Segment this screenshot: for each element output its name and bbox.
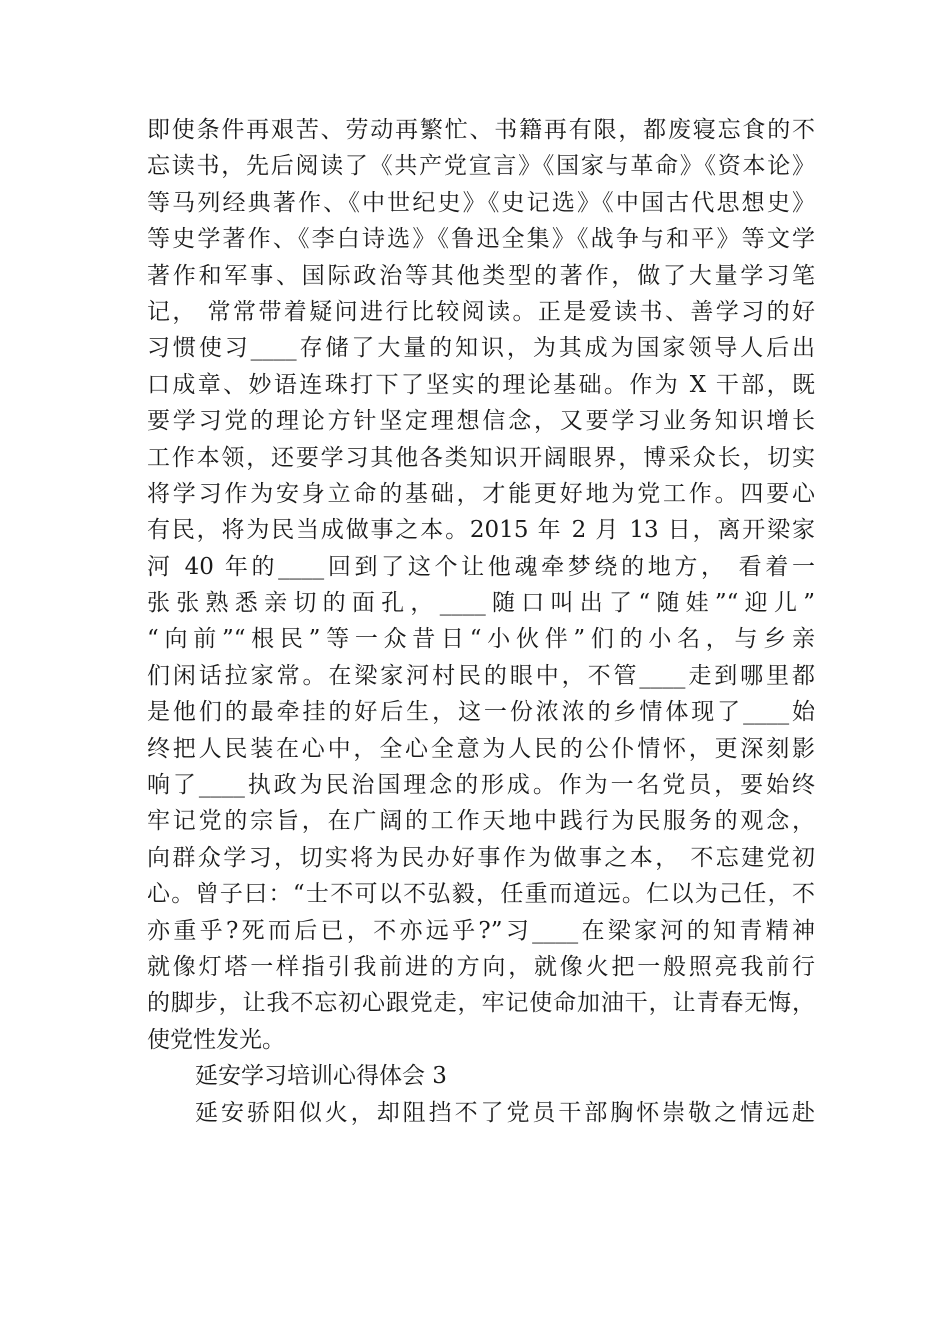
body-line: 习惯使习____存储了大量的知识，为其成为国家领导人后出 [147, 335, 815, 362]
body-line: 终把人民装在心中，全心全意为人民的公仆情怀，更深刻影 [147, 735, 815, 762]
body-line: 有民，将为民当成做事之本。2015 年 2 月 13 日，离开梁家 [147, 517, 815, 544]
body-line: 牢记党的宗旨，在广阔的工作天地中践行为民服务的观念， [147, 808, 815, 835]
body-line: 的脚步，让我不忘初心跟党走，牢记使命加油干，让青春无悔， [147, 990, 815, 1017]
body-line: 记， 常常带着疑问进行比较阅读。正是爱读书、善学习的好 [147, 298, 815, 325]
section-heading: 延安学习培训心得体会 3 [195, 1063, 447, 1090]
body-line: 是他们的最牵挂的好后生，这一份浓浓的乡情体现了____始 [147, 699, 815, 726]
body-line: 们闲话拉家常。在梁家河村民的眼中，不管____走到哪里都 [147, 662, 815, 689]
body-line: 张张熟悉亲切的面孔，____随口叫出了“随娃”“迎儿” [147, 590, 815, 617]
body-line: 就像灯塔一样指引我前进的方向，就像火把一般照亮我前行 [147, 953, 815, 980]
body-line: 著作和军事、国际政治等其他类型的著作，做了大量学习笔 [147, 262, 815, 289]
document-body [147, 112, 815, 1131]
body-line: 忘读书，先后阅读了《共产党宣言》《国家与革命》《资本论》 [147, 153, 815, 180]
body-line: 亦重乎?死而后已，不亦远乎?”习____在梁家河的知青精神 [147, 917, 815, 944]
body-line: 心。曾子曰：“士不可以不弘毅，任重而道远。仁以为己任，不 [147, 881, 815, 908]
body-line: 等史学著作、《李白诗选》《鲁迅全集》《战争与和平》等文学 [147, 226, 815, 253]
next-paragraph-line: 延安骄阳似火，却阻挡不了党员干部胸怀崇敬之情远赴 [195, 1099, 815, 1126]
body-line: 即使条件再艰苦、劳动再繁忙、书籍再有限，都废寝忘食的不 [147, 117, 815, 143]
body-line: 将学习作为安身立命的基础，才能更好地为党工作。四要心 [147, 480, 815, 507]
body-line: 河 40 年的____回到了这个让他魂牵梦绕的地方， 看着一 [147, 553, 815, 580]
body-line: “向前”“根民”等一众昔日“小伙伴”们的小名，与乡亲 [147, 626, 815, 653]
body-line: 口成章、妙语连珠打下了坚实的理论基础。作为 X 干部，既 [147, 371, 815, 398]
body-line: 响了____执政为民治国理念的形成。作为一名党员，要始终 [147, 772, 815, 799]
body-line: 向群众学习，切实将为民办好事作为做事之本， 不忘建党初 [147, 844, 815, 871]
body-line: 工作本领，还要学习其他各类知识开阔眼界，博采众长，切实 [147, 444, 815, 471]
body-line-last: 使党性发光。 [147, 1026, 285, 1053]
body-line: 等马列经典著作、《中世纪史》《史记选》《中国古代思想史》 [147, 189, 815, 216]
body-line: 要学习党的理论方针坚定理想信念，又要学习业务知识增长 [147, 408, 815, 435]
